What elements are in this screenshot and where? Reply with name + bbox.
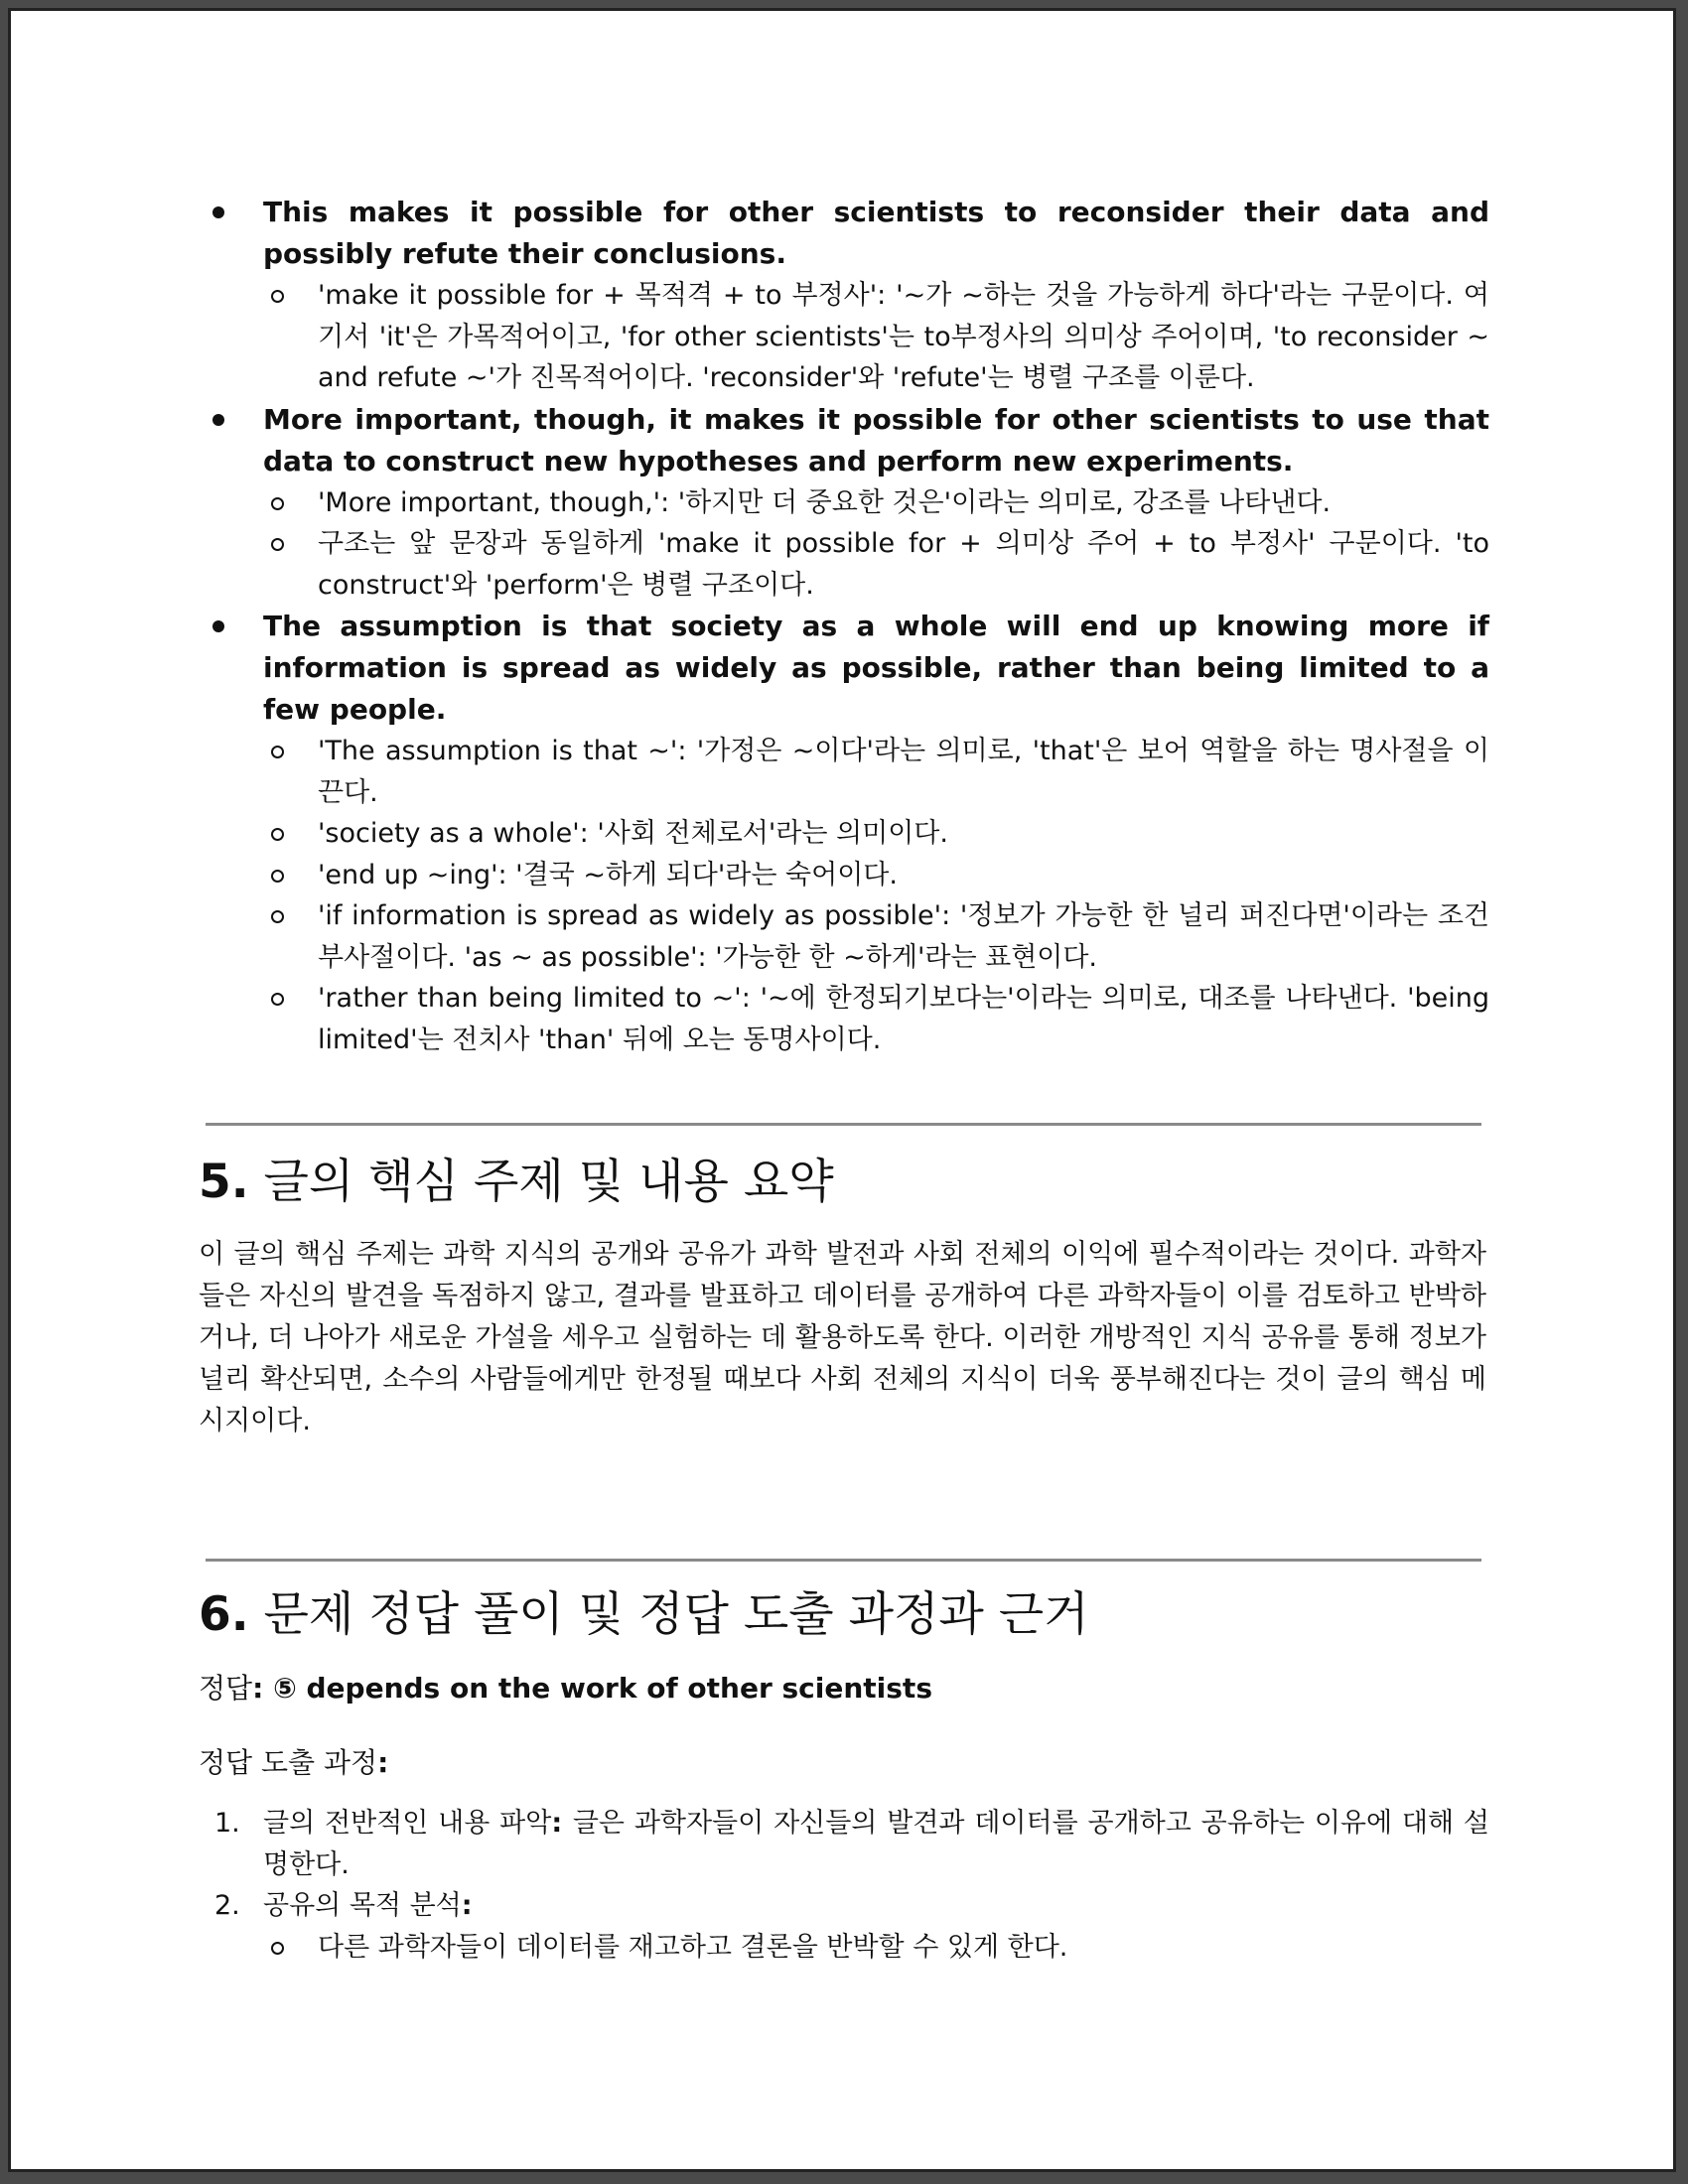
section-title: 문제 정답 풀이 및 정답 도출 과정과 근거 (263, 1587, 1089, 1642)
answer-label: 정답 (199, 1672, 253, 1705)
section-number: 6. (199, 1587, 249, 1642)
section-divider (206, 1559, 1481, 1562)
step-item: 2. 공유의 목적 분석: 다른 과학자들이 데이터를 재고하고 결론을 반박할 수 있게 한다. (199, 1885, 1489, 1968)
sentence-text: More important, though, it makes it possible for other scientists to use that data to construct new hypotheses and perform new experiments. (263, 402, 1489, 478)
sentence-text: The assumption is that society as a whole will end up knowing more if information is spread as widely as possible, rather than being limited to a few people. (263, 610, 1489, 726)
circle-bullet-icon (271, 1942, 284, 1955)
grammar-notes (199, 192, 1489, 1060)
note-text: 'end up ~ing': '결국 ~하게 되다'라는 숙어이다. (318, 859, 898, 890)
section-5-heading (199, 1153, 834, 1212)
circle-bullet-icon (271, 497, 284, 510)
note-text: 'The assumption is that ~': '가정은 ~이다'라는 의미로, 'that'은 보어 역할을 하는 명사절을 이끈다. (318, 736, 1489, 808)
answer-line: 정답: ⑤ depends on the work of other scientists (199, 1672, 932, 1705)
circle-bullet-icon (271, 290, 284, 303)
note-text: 'if information is spread as widely as possible': '정보가 가능한 한 널리 퍼진다면'이라는 조건 부사절이다. 'as ~ as possible': '가능한 한 ~하게'라는 표현이다. (318, 900, 1489, 973)
sentence-item (199, 192, 1489, 399)
circle-bullet-icon (271, 993, 284, 1006)
note-item (263, 978, 1489, 1060)
note-item (263, 731, 1489, 813)
note-item (263, 855, 1489, 896)
circle-bullet-icon (271, 828, 284, 841)
circle-bullet-icon (271, 538, 284, 551)
note-text: 'More important, though,': '하지만 더 중요한 것은'이라는 의미로, 강조를 나타낸다. (318, 486, 1332, 518)
note-item (263, 895, 1489, 978)
note-text: 'society as a whole': '사회 전체로서'라는 의미이다. (318, 818, 948, 849)
note-text: 'make it possible for + 목적격 + to 부정사': '~가 ~하는 것을 가능하게 하다'라는 구문이다. 여기서 'it'은 가목적어이고, 'for other scientists'는 to부정사의 의미상 주어이며, 'to reconsider ~ and refute ~'가 진목적어이다. 'reconsider'와 'refute'는 병렬 구조를 이룬다. (318, 280, 1489, 393)
section-title: 글의 핵심 주제 및 내용 요약 (263, 1155, 834, 1209)
step-label: 글의 전반적인 내용 파악 (263, 1808, 552, 1839)
sentence-item (199, 399, 1489, 607)
note-text: 다른 과학자들이 데이터를 재고하고 결론을 반박할 수 있게 한다. (318, 1931, 1068, 1963)
step-item: 1. 글의 전반적인 내용 파악: 글은 과학자들이 자신들의 발견과 데이터를 공개하고 공유하는 이유에 대해 설명한다. (199, 1803, 1489, 1885)
note-item (263, 523, 1489, 606)
note-text: 'rather than being limited to ~': '~에 한정되기보다는'이라는 의미로, 대조를 나타낸다. 'being limited'는 전치사 'than' 뒤에 오는 동명사이다. (318, 983, 1489, 1055)
answer-value: ⑤ depends on the work of other scientists (273, 1672, 932, 1705)
note-item (263, 275, 1489, 399)
step-number: 1. (214, 1808, 240, 1839)
circle-bullet-icon (271, 746, 284, 758)
section-6-heading (199, 1585, 1089, 1645)
section-number: 5. (199, 1155, 249, 1209)
circle-bullet-icon (271, 870, 284, 883)
note-item (263, 813, 1489, 855)
process-steps (199, 1803, 1489, 1968)
bullet-icon (212, 206, 224, 218)
note-text: 구조는 앞 문장과 동일하게 'make it possible for + 의미상 주어 + to 부정사' 구문이다. 'to construct'와 'perform'은 병렬 구조이다. (318, 528, 1489, 601)
section-divider (206, 1123, 1481, 1126)
process-heading: 정답 도출 과정: (199, 1746, 389, 1779)
step-label: 공유의 목적 분석 (263, 1890, 462, 1921)
circle-bullet-icon (271, 910, 284, 923)
bullet-icon (212, 620, 224, 632)
sentence-item (199, 606, 1489, 1060)
note-item (263, 482, 1489, 524)
summary-paragraph: 이 글의 핵심 주제는 과학 지식의 공개와 공유가 과학 발전과 사회 전체의 이익에 필수적이라는 것이다. 과학자들은 자신의 발견을 독점하지 않고, 결과를 발표하고 데이터를 공개하여 다른 과학자들이 이를 검토하고 반박하거나, 더 나아가 새로운 가설을 세우고 실험하는 데 활용하도록 한다. 이러한 개방적인 지식 공유를 통해 정보가 널리 확산되면, 소수의 사람들에게만 한정될 때보다 사회 전체의 지식이 더욱 풍부해진다는 것이 글의 핵심 메시지이다. (199, 1239, 1486, 1436)
step-number: 2. (214, 1890, 240, 1921)
bullet-icon (212, 414, 224, 426)
note-item (263, 1927, 1489, 1969)
step-text: 글은 과학자들이 자신들의 발견과 데이터를 공개하고 공유하는 이유에 대해 설명한다. (263, 1808, 1489, 1880)
sentence-text: This makes it possible for other scientists to reconsider their data and possibly refute their conclusions. (263, 196, 1489, 270)
process-label: 정답 도출 과정 (199, 1746, 378, 1779)
